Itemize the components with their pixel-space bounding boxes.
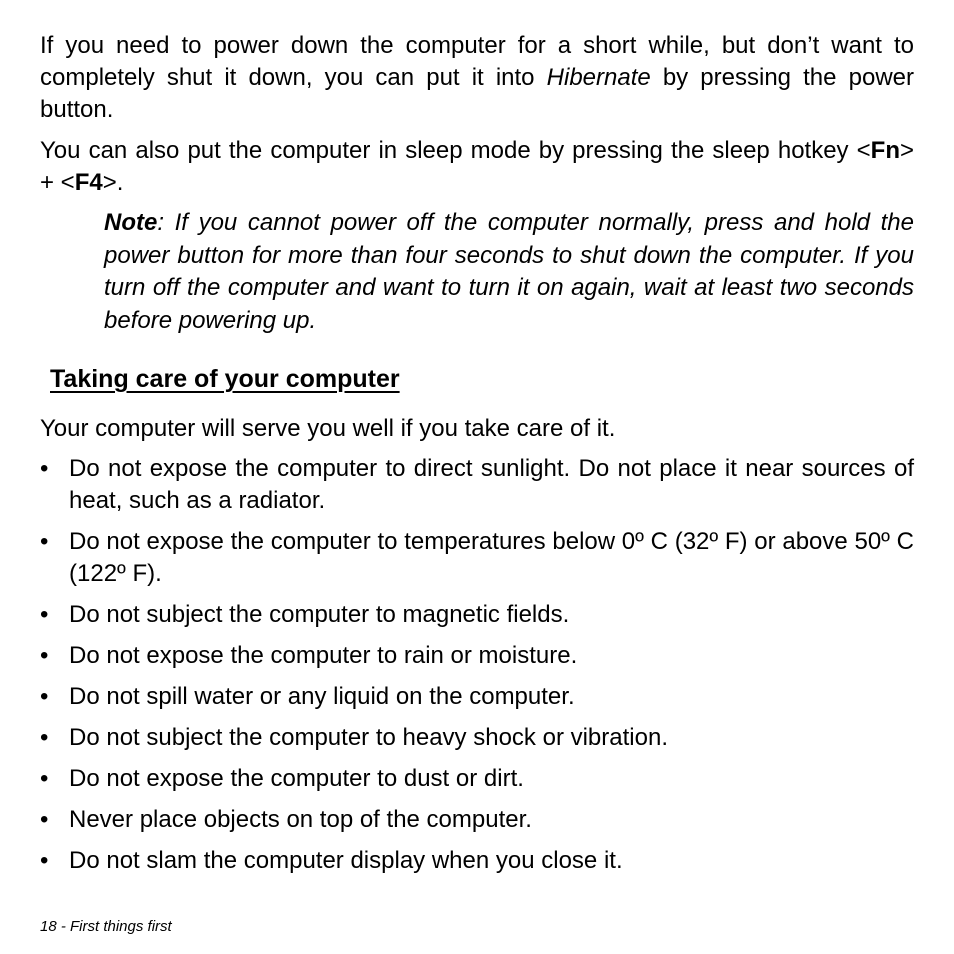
bullet-icon: •	[40, 683, 49, 710]
list-item-text: Do not subject the computer to heavy shock or vibration.	[69, 724, 668, 751]
bullet-icon: •	[40, 642, 49, 669]
list-item	[40, 599, 914, 631]
key-separator: > + <	[40, 137, 914, 196]
hibernate-paragraph	[40, 30, 914, 126]
f4-key: F4	[74, 169, 103, 196]
bullet-icon: •	[40, 724, 49, 751]
hibernate-text-end: by pressing the power button.	[40, 64, 914, 123]
note-label: Note	[104, 209, 158, 236]
list-item-text: Never place objects on top of the computer.	[69, 806, 532, 833]
bullet-icon: •	[40, 847, 49, 874]
list-item	[40, 640, 914, 672]
list-item-text: Do not expose the computer to temperatures below 0º C (32º F) or above 50º C (122º F).	[69, 528, 914, 587]
bullet-icon: •	[40, 528, 49, 555]
list-item	[40, 845, 914, 877]
list-item-text: Do not spill water or any liquid on the computer.	[69, 683, 575, 710]
section-heading: Taking care of your computer	[50, 365, 400, 393]
sleep-text-end: >.	[102, 169, 124, 196]
fn-key: Fn	[870, 137, 900, 164]
document-page	[40, 30, 914, 886]
hibernate-term: Hibernate	[546, 64, 651, 91]
sleep-text-start: You can also put the computer in sleep mode by pressing the sleep hotkey <	[40, 137, 871, 164]
list-item	[40, 526, 914, 590]
bullet-icon: •	[40, 806, 49, 833]
section-intro: Your computer will serve you well if you take care of it.	[40, 415, 616, 442]
list-item-text: Do not expose the computer to dust or dirt.	[69, 765, 524, 792]
list-item	[40, 763, 914, 795]
list-item	[40, 453, 914, 517]
list-item-text: Do not expose the computer to rain or moisture.	[69, 642, 578, 669]
list-item-text: Do not expose the computer to direct sunlight. Do not place it near sources of heat, such as a radiator.	[69, 455, 914, 514]
care-bullet-list	[40, 453, 914, 877]
hibernate-text-start: If you need to power down the computer for a short while, but don’t want to completely shut it down, you can put it into	[40, 32, 914, 91]
bullet-icon: •	[40, 765, 49, 792]
sleep-hotkey-paragraph	[40, 135, 914, 199]
list-item	[40, 681, 914, 713]
power-note	[104, 207, 914, 337]
bullet-icon: •	[40, 601, 49, 628]
list-item-text: Do not subject the computer to magnetic fields.	[69, 601, 570, 628]
note-text: : If you cannot power off the computer normally, press and hold the power button for more than four seconds to shut down the computer. If you turn off the computer and want to turn it on again, wait at least two seconds before powering up.	[104, 209, 914, 334]
page-footer: 18 - First things first	[40, 918, 172, 935]
list-item	[40, 722, 914, 754]
list-item-text: Do not slam the computer display when you close it.	[69, 847, 623, 874]
list-item	[40, 804, 914, 836]
bullet-icon: •	[40, 455, 49, 482]
